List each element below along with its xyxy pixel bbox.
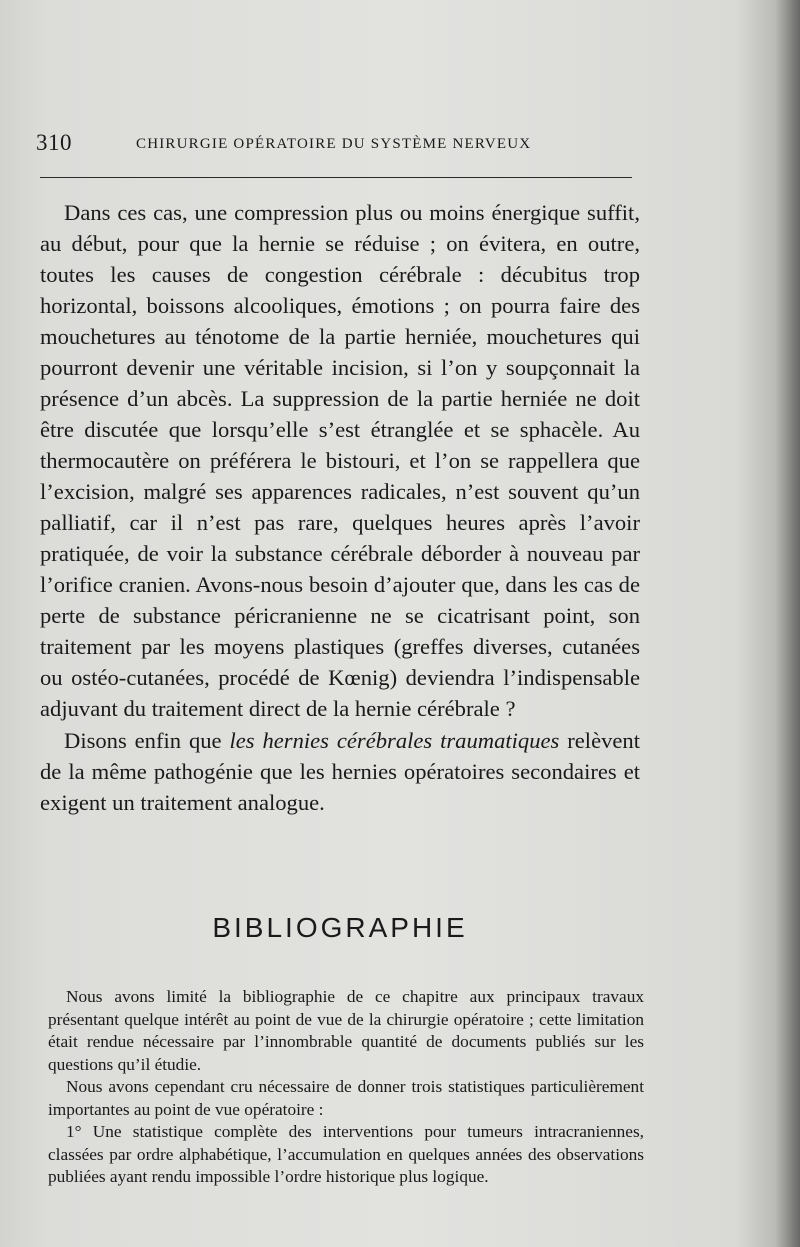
italic-phrase: les hernies cérébrales traumatiques [229,728,560,753]
running-head: CHIRURGIE OPÉRATOIRE DU SYSTÈME NERVEUX [136,136,532,152]
paragraph: Nous avons cependant cru nécessaire de donner trois statistiques particulièrement importantes au point de vue opératoire : [48,1077,644,1119]
text-run: relèvent de la même pathogénie que les hernies opératoires secondaires et exigent un traitement analogue. [40,728,641,815]
page-number: 310 [36,130,72,155]
paragraph: 1° Une statistique complète des interventions pour tumeurs intracraniennes, classées par ordre alphabétique, l’accumulation en quelques années des observations publiées ayant rendu impossible l’ordre historique plus logique. [48,1122,644,1186]
paragraph [40,725,640,818]
text-run: Disons enfin que [64,728,222,753]
bibliography-intro [48,986,644,1189]
page-edge-shadow [774,0,800,1247]
paragraph: Dans ces cas, une compression plus ou moins énergique suffit, au début, pour que la hernie se réduise ; on évitera, en outre, toutes les causes de congestion cérébrale : décubitus trop horizontal, boissons alcooliques, émotions ; on pourra faire des mouchetures au ténotome de la partie herniée, mouchetures qui pourront devenir une véritable incision, si l’on y soupçonnait la présence d’un abcès. La suppression de la partie herniée ne doit être discutée que lorsqu’elle s’est étranglée et se sphacèle. Au thermocautère on préférera le bistouri, et l’on se rappellera que l’excision, malgré ses apparences radicales, n’est souvent qu’un palliatif, car il n’est pas rare, quelques heures après l’avoir pratiquée, de voir la substance cérébrale déborder à nouveau par l’orifice cranien. Avons-nous besoin d’ajouter que, dans les cas de perte de substance péricranienne ne se cicatrisant point, son traitement par les moyens plastiques (greffes diverses, cutanées ou ostéo-cutanées, procédé de Kœnig) deviendra l’indispensable adjuvant du traitement direct de la hernie cérébrale ? [40,200,640,721]
page-header [36,130,636,160]
section-title: BIBLIOGRAPHIE [212,912,468,943]
paragraph: Nous avons limité la bibliographie de ce chapitre aux principaux travaux présentant quelque intérêt au point de vue de la chirurgie opératoire ; cette limitation était rendue nécessaire par l’innombrable quantité de documents publiés sur les questions qu’il étudie. [48,987,644,1074]
header-rule [40,177,632,178]
body-text [40,197,640,818]
